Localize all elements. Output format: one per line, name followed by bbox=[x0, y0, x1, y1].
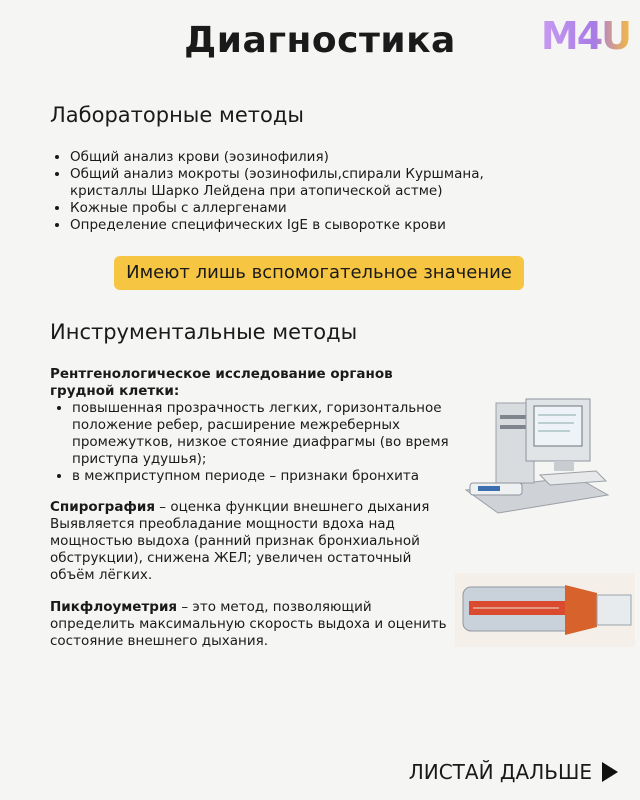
next-page-button[interactable] bbox=[409, 760, 618, 784]
note-banner: Имеют лишь вспомогательное значение bbox=[114, 256, 524, 290]
list-item: • Общий анализ крови (эозинофилия) bbox=[70, 149, 510, 166]
peakflow-term: Пикфлоуметрия bbox=[50, 599, 178, 615]
spirography-term: Спирография bbox=[50, 499, 155, 515]
play-arrow-icon bbox=[602, 762, 618, 782]
xray-list bbox=[50, 400, 457, 485]
spirometer-image bbox=[456, 395, 612, 520]
peak-flow-meter-image bbox=[455, 573, 635, 647]
next-label: ЛИСТАЙ ДАЛЬШЕ bbox=[408, 760, 592, 784]
peakflow-text: – это метод, позволяющий определить максимальную скорость выдоха и оценить состояние внешнего дыхания. bbox=[50, 599, 447, 649]
lab-methods-heading: Лабораторные методы bbox=[50, 103, 304, 127]
list-item: • Общий анализ мокроты (эозинофилы,спирали Куршмана, кристаллы Шарко Лейдена при атопической астме) bbox=[70, 166, 510, 200]
brand-logo: M4U bbox=[540, 14, 630, 58]
spirography-paragraph bbox=[50, 499, 450, 584]
list-item: • в межприступном периоде – признаки бронхита bbox=[72, 468, 457, 485]
lab-methods-list bbox=[50, 149, 510, 234]
list-item: • повышенная прозрачность легких, горизонтальное положение ребер, расширение межреберных промежутков, низкое стояние диафрагмы (во время приступа удушья); bbox=[72, 400, 457, 468]
page-title: Диагностика bbox=[184, 20, 456, 61]
xray-title: Рентгенологическое исследование органов грудной клетки: bbox=[50, 366, 393, 399]
list-item: • Определение специфических IgE в сыворотке крови bbox=[70, 217, 510, 234]
spirography-text: – оценка функции внешнего дыхания Выявляется преобладание мощности вдоха над мощностью выдоха (ранний признак бронхиальной обструкции), снижена ЖЕЛ; увеличен остаточный объём лёгких. bbox=[50, 499, 430, 583]
list-item: • Кожные пробы с аллергенами bbox=[70, 200, 510, 217]
peakflow-paragraph bbox=[50, 599, 450, 650]
instrumental-methods-heading: Инструментальные методы bbox=[50, 320, 358, 344]
